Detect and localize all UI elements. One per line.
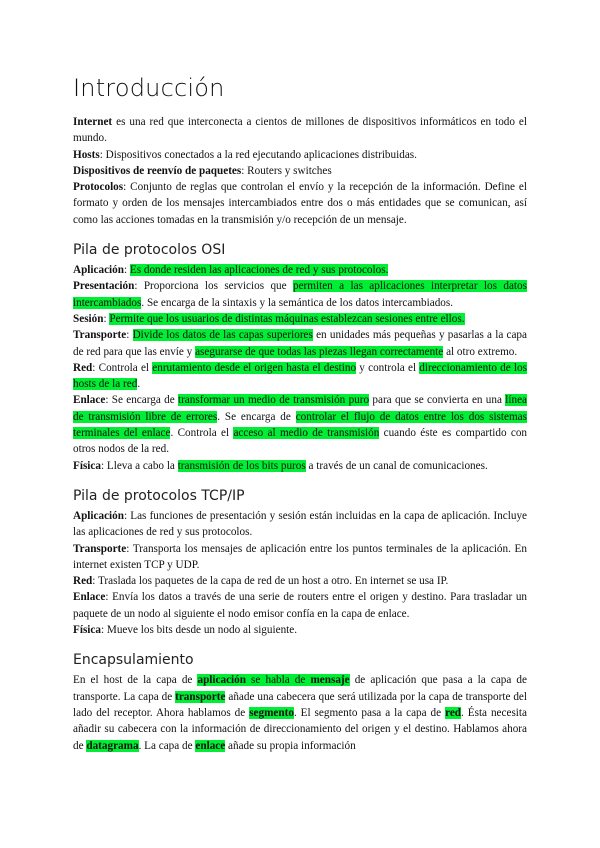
highlight: segmento	[249, 706, 294, 719]
section-heading-osi: Pila de protocolos OSI	[73, 242, 226, 259]
highlight: transporte	[175, 690, 226, 703]
section-heading-tcpip: Pila de protocolos TCP/IP	[73, 487, 245, 504]
term: Dispositivos de reenvío de paquetes	[73, 164, 242, 177]
highlight: controlar el flujo de datos entre los dos sistemas terminales del enlace	[73, 410, 528, 440]
term: Protocolos	[73, 181, 124, 194]
highlight: Divide los datos de las capas superiores	[132, 329, 313, 342]
highlight: Permite que los usuarios de distintas máquinas establezcan sesiones entre ellos.	[109, 312, 465, 325]
page-title: Introducción	[73, 74, 225, 102]
highlight: enlace	[195, 739, 226, 752]
tcpip-red: Red: Traslada los paquetes de la capa de red de un host a otro. En internet se usa IP.	[73, 575, 449, 588]
highlight: acceso al medio de transmisión	[233, 427, 380, 440]
term: Hosts	[73, 148, 100, 161]
tcpip-transporte: Transporte: Transporta los mensajes de aplicación entre los puntos terminales de la aplicación. En internet existen TCP y UDP.	[73, 542, 527, 571]
highlight: datagrama	[86, 739, 139, 752]
intro-hosts: Hosts: Dispositivos conectados a la red ejecutando aplicaciones distribuidas.	[73, 148, 417, 161]
tcpip-enlace: Enlace: Envía los datos a través de una serie de routers entre el origen y destino. Para trasladar un paquete de un nodo al siguiente el nodo emisor confía en la capa de enlace.	[73, 591, 528, 620]
osi-fisica: Física: Lleva a cabo la transmisión de los bits puros a través de un canal de comunicaciones.	[73, 459, 488, 472]
osi-red: Red: Controla el enrutamiento desde el origen hasta el destino y controla el direccionamiento de los hosts de la red.	[73, 361, 527, 391]
highlight: direccionamiento de los hosts de la red	[73, 361, 527, 391]
osi-transporte: Transporte: Divide los datos de las capas superiores en unidades más pequeñas y pasarlas a la capa de red para que las envíe y asegurarse de que todas las piezas llegan correctamente al otro extremo.	[73, 329, 527, 358]
tcpip-aplicacion: Aplicación: Las funciones de presentación y sesión están incluidas en la capa de aplicación. Incluye las aplicaciones de red y sus protocolos.	[73, 509, 527, 539]
highlight: aplicación	[197, 674, 246, 687]
highlight: se habla de	[245, 674, 311, 687]
highlight: línea de transmisión libre de errores	[73, 394, 528, 423]
intro-internet: Internet es una red que interconecta a cientos de millones de dispositivos informáticos en todo el mundo.	[73, 116, 528, 145]
intro-protocolos: Protocolos: Conjunto de reglas que controlan el envío y la recepción de la información. Define el formato y orden de los mensajes intercambiados entre dos o más entidades que se comunican, así como las acciones tomadas en la transmisión y/o recepción de un mensaje.	[73, 181, 528, 226]
highlight: transmisión de los bits puros	[177, 459, 306, 472]
highlight: red	[445, 706, 462, 719]
osi-presentacion: Presentación: Proporciona los servicios que permiten a las aplicaciones interpretar los datos intercambiados. Se encarga de la sintaxis y la semántica de los datos intercambiados.	[73, 280, 527, 309]
highlight: asegurarse de que todas las piezas llegan correctamente	[195, 345, 444, 358]
intro-dispositivos: Dispositivos de reenvío de paquetes: Routers y switches	[73, 164, 332, 177]
highlight: Es donde residen las aplicaciones de red y sus protocolos.	[129, 264, 389, 277]
tcpip-fisica: Física: Mueve los bits desde un nodo al siguiente.	[73, 624, 298, 637]
highlight: permiten a las aplicaciones interpretar los datos intercambiados	[73, 280, 527, 309]
term: Internet	[73, 116, 113, 128]
osi-aplicacion: Aplicación: Es donde residen las aplicaciones de red y sus protocolos.	[73, 264, 389, 277]
section-heading-encapsulamiento: Encapsulamiento	[73, 652, 194, 669]
highlight: mensaje	[310, 674, 350, 687]
highlight: enrutamiento desde el origen hasta el destino	[152, 361, 357, 374]
osi-enlace: Enlace: Se encarga de transformar un medio de transmisión puro para que se convierta en una línea de transmisión libre de errores. Se encarga de controlar el flujo de datos entre los dos sistemas terminales del enlace. Controla el acceso al medio de transmisión cuando éste es compartido con otros nodos de la red.	[73, 394, 528, 456]
highlight: transformar un medio de transmisión puro	[177, 394, 370, 407]
osi-sesion: Sesión: Permite que los usuarios de distintas máquinas establezcan sesiones entre ellos.	[73, 312, 465, 325]
encapsulamiento-paragraph: En el host de la capa de aplicación se habla de mensaje de aplicación que pasa a la capa de transporte. La capa de transporte añade una cabecera que será utilizada por la capa de transporte del lado del receptor. Ahora hablamos de segmento. El segmento pasa a la capa de red. Ésta necesita añadir su cabecera con la información de direccionamiento del origen y el destino. Hablamos ahora de datagrama. La capa de enlace añade su propia información	[73, 674, 528, 752]
